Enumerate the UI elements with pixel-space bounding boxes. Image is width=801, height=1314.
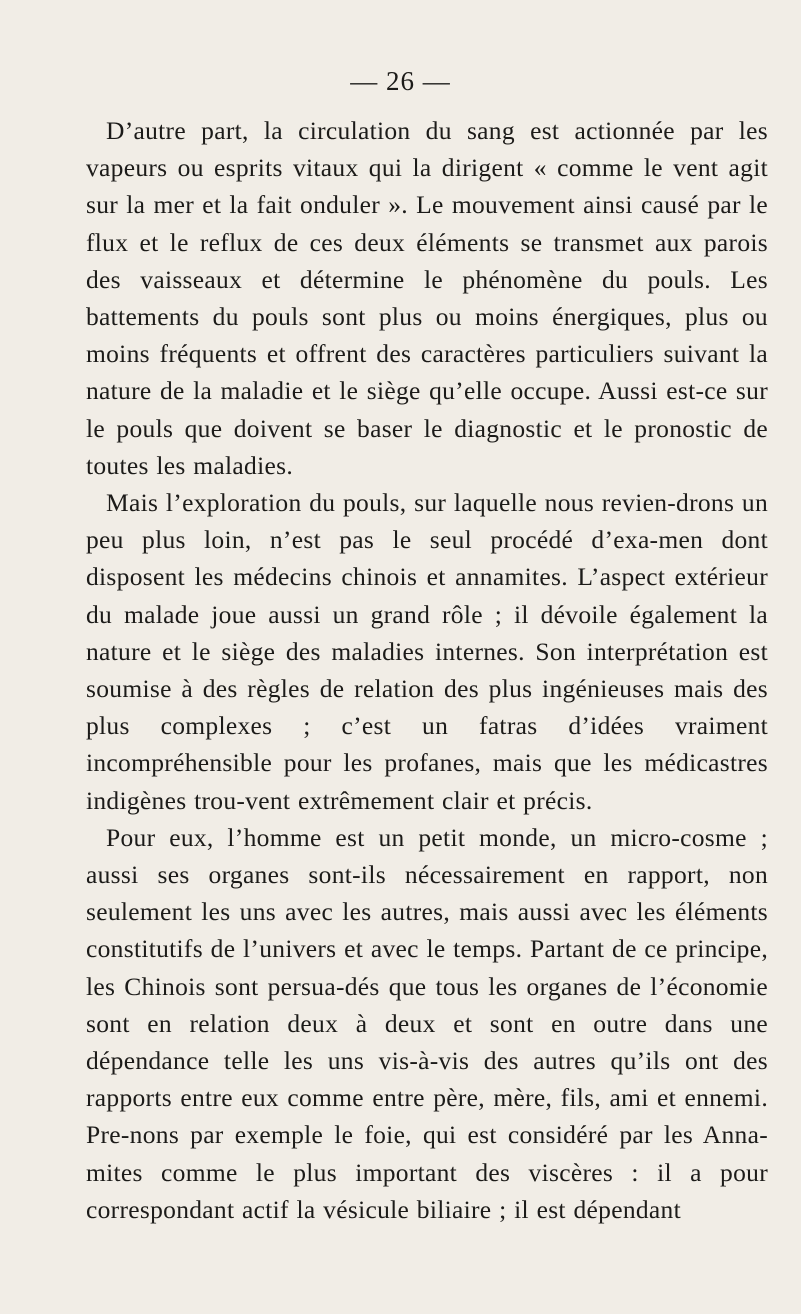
paragraph-circulation: D’autre part, la circulation du sang est actionnée par les vapeurs ou esprits vitaux qui la dirigent « comme le vent agit sur la mer et la fait onduler ». Le mouvement ainsi causé par le flux et le reflux de ces deux éléments se transmet aux parois des vaisseaux et détermine le phénomène du pouls. Les battements du pouls sont plus ou moins énergiques, plus ou moins fréquents et offrent des caractères particuliers suivant la nature de la maladie et le siège qu’elle occupe. Aussi est-ce sur le pouls que doivent se baser le diagnostic et le pronostic de toutes les maladies. bbox=[86, 116, 768, 480]
body-text bbox=[86, 112, 768, 1228]
page-number: — 26 — bbox=[350, 66, 451, 96]
paragraph-microcosm: Pour eux, l’homme est un petit monde, un micro-cosme ; aussi ses organes sont-ils nécessairement en rapport, non seulement les uns avec les autres, mais aussi avec les éléments constitutifs de l’univers et avec le temps. Partant de ce principe, les Chinois sont persua-dés que tous les organes de l’économie sont en relation deux à deux et sont en outre dans une dépendance telle les uns vis-à-vis des autres qu’ils ont des rapports entre eux comme entre père, mère, fils, ami et ennemi. Pre-nons par exemple le foie, qui est considéré par les Anna-mites comme le plus important des viscères : il a pour correspondant actif la vésicule biliaire ; il est dépendant bbox=[86, 822, 768, 1224]
paragraph-examination: Mais l’exploration du pouls, sur laquelle nous revien-drons un peu plus loin, n’est pas le seul procédé d’exa-men dont disposent les médecins chinois et annamites. L’aspect extérieur du malade joue aussi un grand rôle ; il dévoile également la nature et le siège des maladies internes. Son interprétation est soumise à des règles de relation des plus ingénieuses mais des plus complexes ; c’est un fatras d’idées vraiment incompréhensible pour les profanes, mais que les médicastres indigènes trou-vent extrêmement clair et précis. bbox=[86, 488, 768, 815]
